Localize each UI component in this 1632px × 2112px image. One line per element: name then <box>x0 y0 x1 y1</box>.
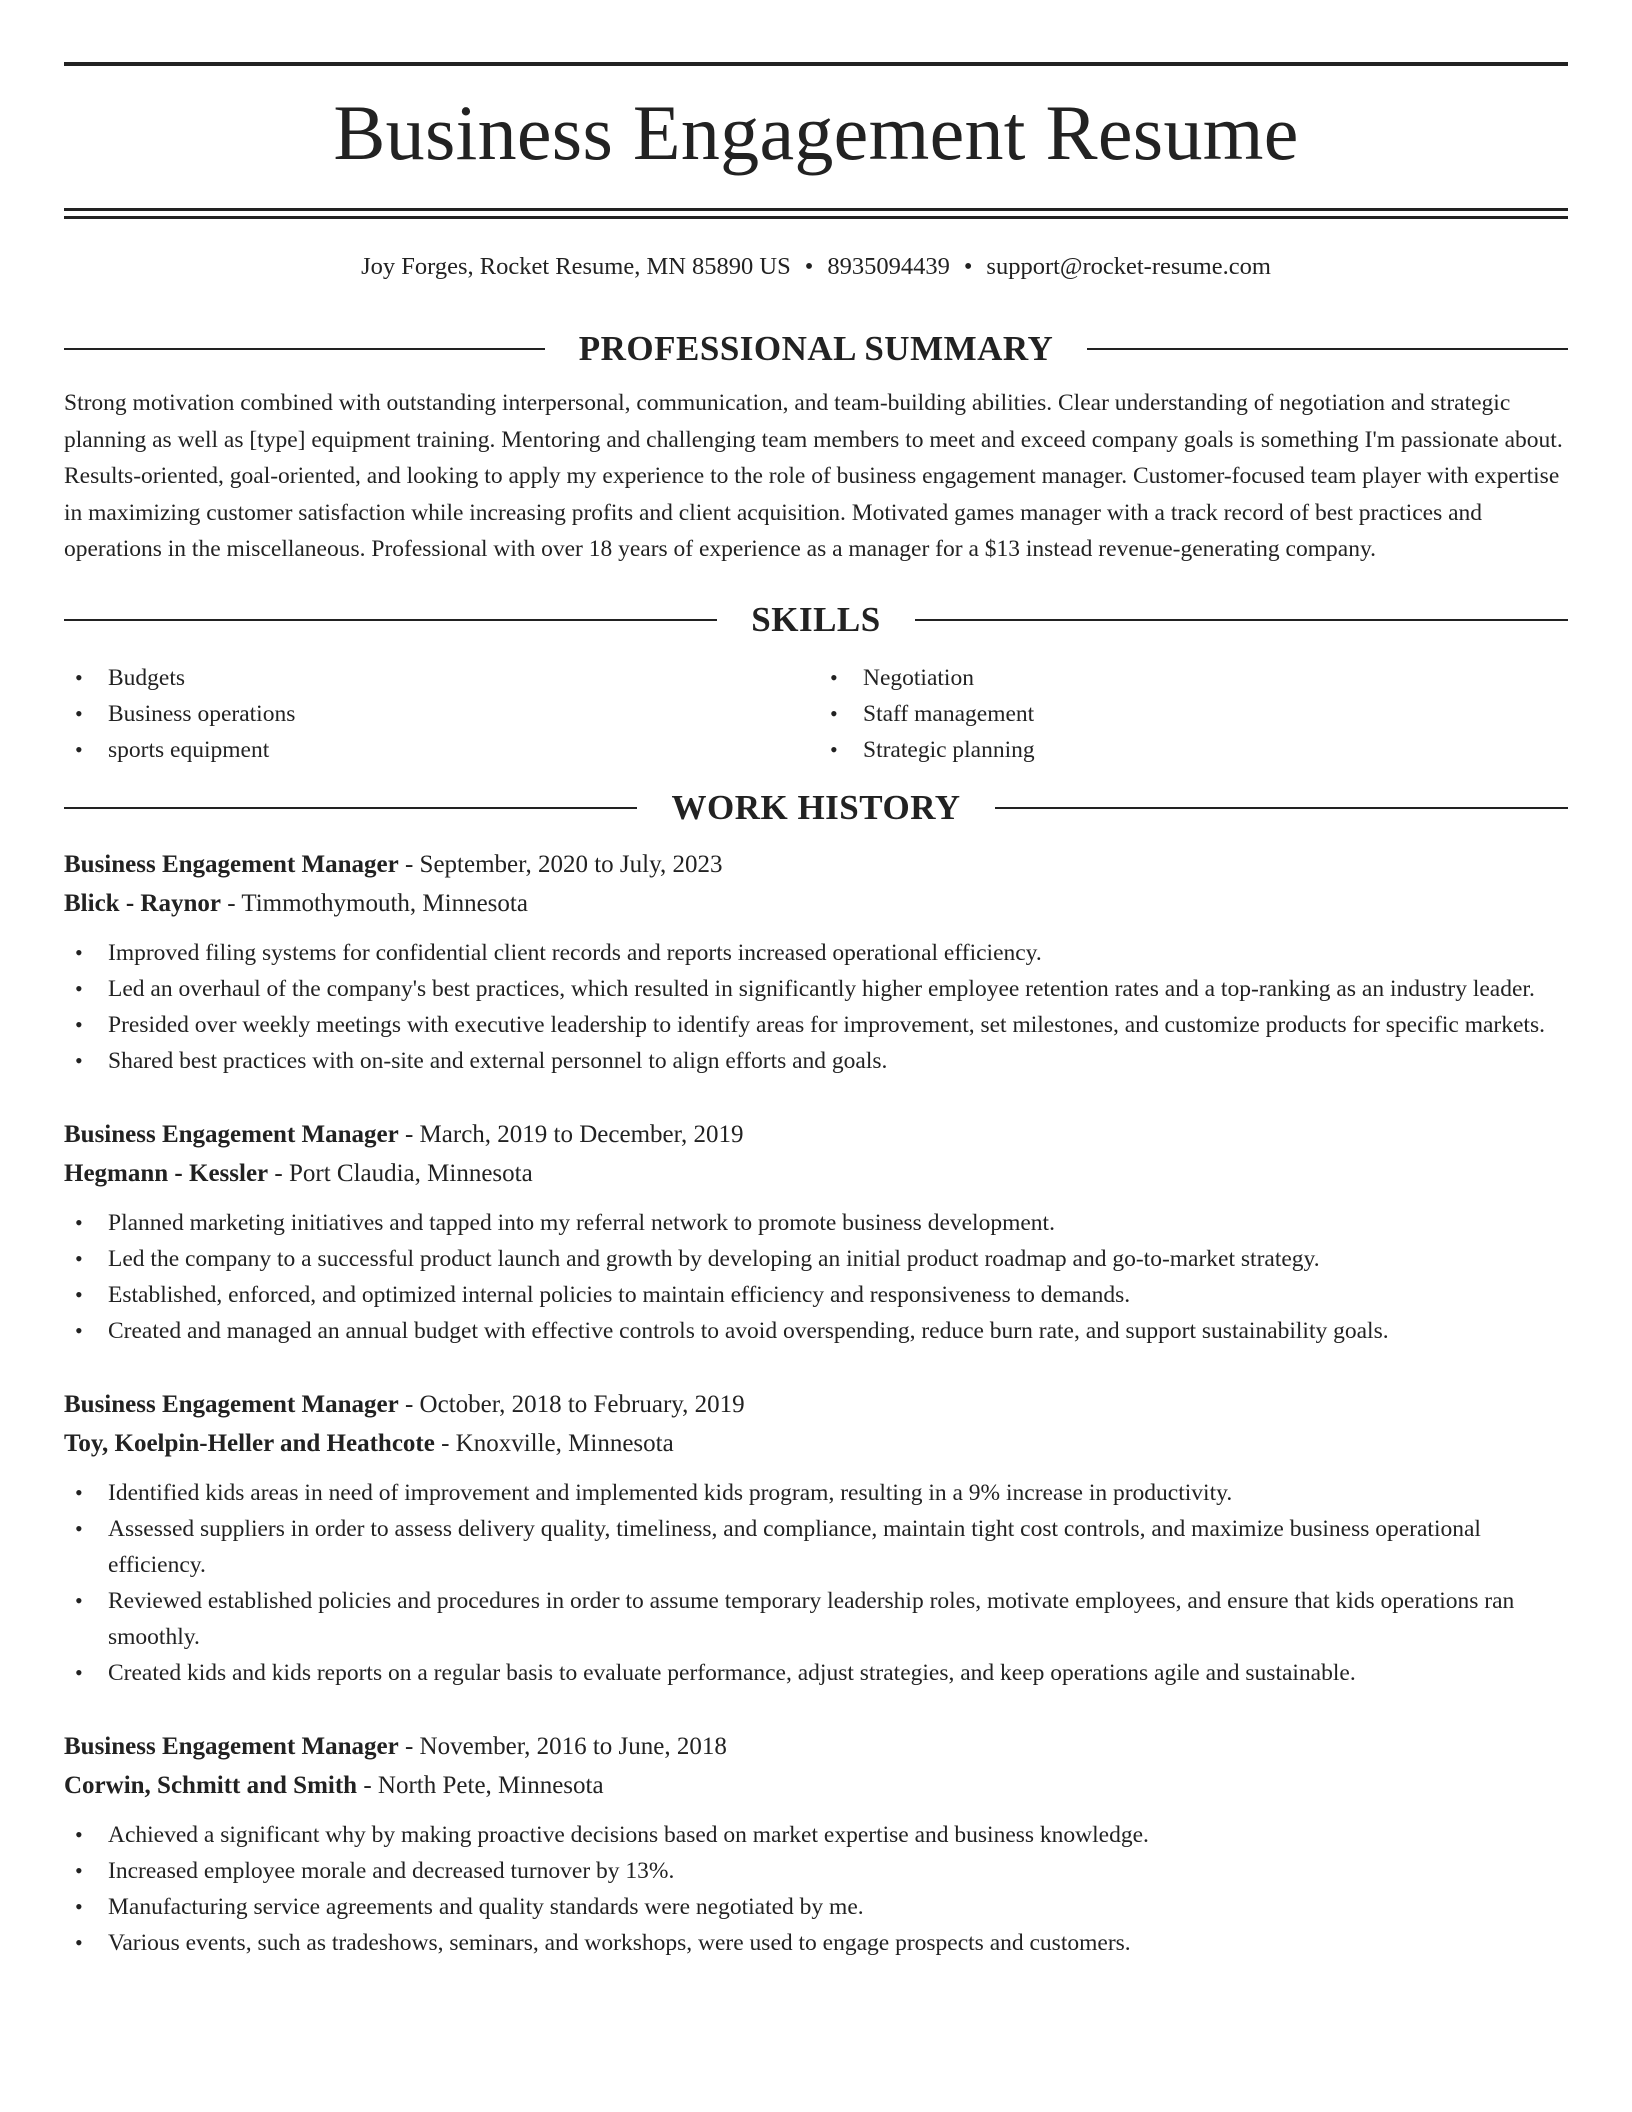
skill-item: • Staff management <box>819 696 1568 732</box>
job-entry <box>64 1115 1568 1349</box>
skills-heading-label: SKILLS <box>751 599 881 639</box>
job-title-line <box>64 1115 1568 1154</box>
skills-list <box>64 660 1568 768</box>
job-dates: - September, 2020 to July, 2023 <box>398 850 723 878</box>
job-bullets <box>64 1205 1568 1349</box>
heading-rule-right <box>915 619 1568 621</box>
job-bullet: • Planned marketing initiatives and tapped into my referral network to promote business development. <box>64 1205 1568 1241</box>
job-title: Business Engagement Manager <box>64 1390 399 1418</box>
job-bullet: • Improved filing systems for confidential client records and reports increased operational efficiency. <box>64 935 1568 971</box>
heading-rule-left <box>64 348 545 350</box>
job-bullet: • Achieved a significant why by making proactive decisions based on market expertise and business knowledge. <box>64 1817 1568 1853</box>
heading-rule-left <box>64 619 717 621</box>
job-company: Toy, Koelpin-Heller and Heathcote <box>64 1429 435 1457</box>
job-company-line <box>64 1766 1568 1805</box>
contact-phone: 8935094439 <box>827 253 950 280</box>
contact-separator: • <box>963 253 973 280</box>
job-company-line <box>64 1424 1568 1463</box>
skill-item: • Budgets <box>64 660 813 696</box>
work-heading-label: WORK HISTORY <box>671 787 961 827</box>
job-dates: - November, 2016 to June, 2018 <box>398 1732 727 1760</box>
job-entry <box>64 845 1568 1079</box>
heading-rule-right <box>1087 348 1568 350</box>
job-company: Corwin, Schmitt and Smith <box>64 1771 358 1799</box>
job-entry <box>64 1727 1568 1961</box>
job-dates: - March, 2019 to December, 2019 <box>398 1120 744 1148</box>
summary-text: Strong motivation combined with outstanding interpersonal, communication, and team-building abilities. Clear understanding of negotiation and strategic planning as well as [type] equipment training. Mentoring and challenging team members to meet and exceed company goals is something I'm passionate about. Results-oriented, goal-oriented, and looking to apply my experience to the role of business engagement manager. Customer-focused team player with expertise in maximizing customer satisfaction while increasing profits and client acquisition. Motivated games manager with a track record of best practices and operations in the miscellaneous. Professional with over 18 years of experience as a manager for a $13 instead revenue-generating company. <box>64 390 1563 562</box>
skills-heading <box>64 599 1568 639</box>
job-bullet: • Created kids and kids reports on a regular basis to evaluate performance, adjust strategies, and keep operations agile and sustainable. <box>64 1655 1568 1691</box>
heading-rule-right <box>995 807 1568 809</box>
work-heading <box>64 787 1568 827</box>
job-title: Business Engagement Manager <box>64 850 399 878</box>
job-company-line <box>64 1154 1568 1193</box>
job-bullet: • Presided over weekly meetings with executive leadership to identify areas for improvement, set milestones, and customize products for specific markets. <box>64 1007 1568 1043</box>
job-bullet: • Increased employee morale and decreased turnover by 13%. <box>64 1853 1568 1889</box>
contact-address: Joy Forges, Rocket Resume, MN 85890 US <box>361 253 791 280</box>
job-bullets <box>64 1475 1568 1691</box>
resume-title: Business Engagement Resume <box>333 89 1299 176</box>
job-bullet: • Assessed suppliers in order to assess delivery quality, timeliness, and compliance, maintain tight cost controls, and maximize business operational efficiency. <box>64 1511 1568 1583</box>
job-location: - Port Claudia, Minnesota <box>268 1159 533 1187</box>
job-bullet: • Shared best practices with on-site and external personnel to align efforts and goals. <box>64 1043 1568 1079</box>
job-bullet: • Led the company to a successful product launch and growth by developing an initial product roadmap and go-to-market strategy. <box>64 1241 1568 1277</box>
job-bullet: • Manufacturing service agreements and quality standards were negotiated by me. <box>64 1889 1568 1925</box>
job-company-line <box>64 884 1568 923</box>
job-location: - North Pete, Minnesota <box>357 1771 604 1799</box>
skill-item: • Negotiation <box>819 660 1568 696</box>
skill-item: • Strategic planning <box>819 732 1568 768</box>
job-bullet: • Established, enforced, and optimized internal policies to maintain efficiency and responsiveness to demands. <box>64 1277 1568 1313</box>
job-title-line <box>64 1385 1568 1424</box>
job-bullets <box>64 935 1568 1079</box>
title-double-rule <box>64 208 1568 219</box>
skills-column-1 <box>64 660 813 768</box>
job-bullets <box>64 1817 1568 1961</box>
skill-item: • Business operations <box>64 696 813 732</box>
skill-item: • sports equipment <box>64 732 813 768</box>
job-title: Business Engagement Manager <box>64 1120 399 1148</box>
job-entry <box>64 1385 1568 1691</box>
job-bullet: • Led an overhaul of the company's best practices, which resulted in significantly higher employee retention rates and a top-ranking as an industry leader. <box>64 971 1568 1007</box>
job-title-line <box>64 1727 1568 1766</box>
skills-column-2 <box>813 660 1568 768</box>
summary-heading-label: PROFESSIONAL SUMMARY <box>578 329 1054 368</box>
job-title-line <box>64 845 1568 884</box>
job-dates: - October, 2018 to February, 2019 <box>398 1390 745 1418</box>
job-title: Business Engagement Manager <box>64 1732 399 1760</box>
job-company: Hegmann - Kessler <box>64 1159 269 1187</box>
job-bullet: • Reviewed established policies and procedures in order to assume temporary leadership roles, motivate employees, and ensure that kids operations ran smoothly. <box>64 1583 1568 1655</box>
job-location: - Timmothymouth, Minnesota <box>220 889 528 917</box>
job-company: Blick - Raynor <box>64 889 221 917</box>
heading-rule-left <box>64 807 637 809</box>
contact-line <box>64 251 1568 283</box>
summary-heading <box>64 331 1568 367</box>
job-bullet: • Identified kids areas in need of improvement and implemented kids program, resulting in a 9% increase in productivity. <box>64 1475 1568 1511</box>
job-bullet: • Various events, such as tradeshows, seminars, and workshops, were used to engage prospects and customers. <box>64 1925 1568 1961</box>
job-bullet: • Created and managed an annual budget with effective controls to avoid overspending, reduce burn rate, and support sustainability goals. <box>64 1313 1568 1349</box>
contact-email: support@rocket-resume.com <box>986 253 1271 280</box>
contact-separator: • <box>804 253 814 280</box>
job-location: - Knoxville, Minnesota <box>434 1429 674 1457</box>
